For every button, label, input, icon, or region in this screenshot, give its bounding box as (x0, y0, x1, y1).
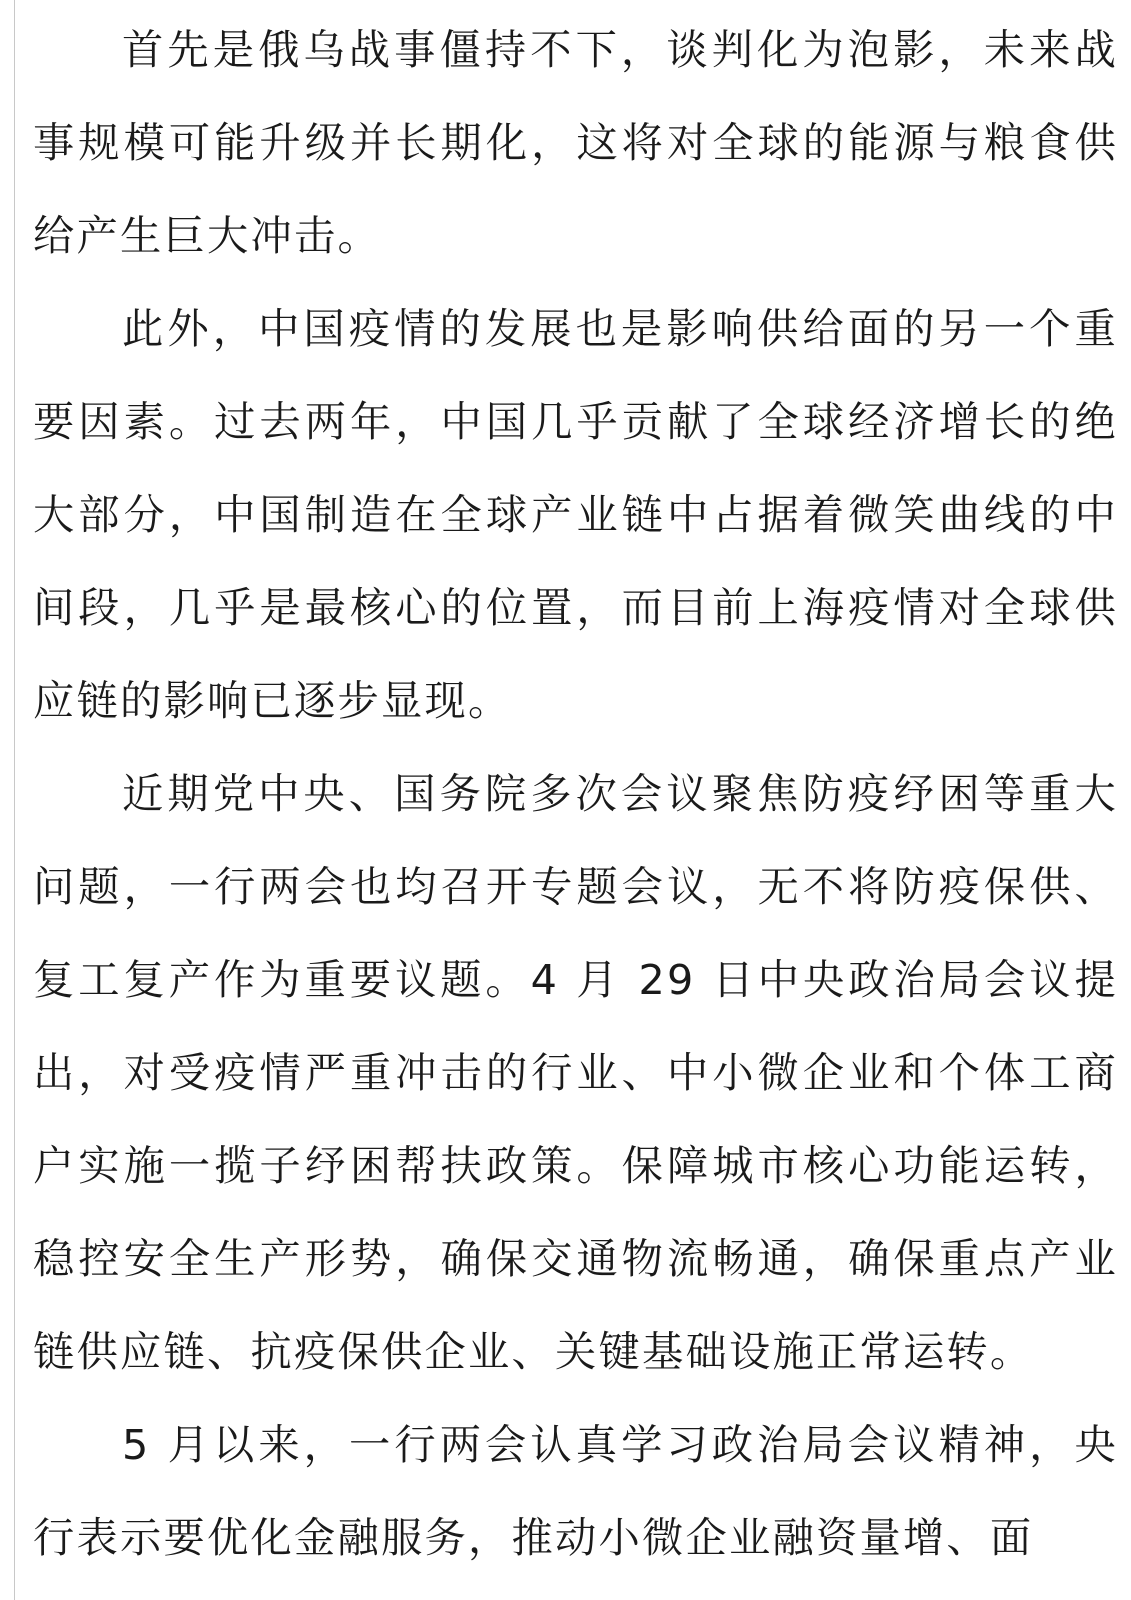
paragraph-may-measures: 5 月以来，一行两会认真学习政治局会议精神，央行表示要优化金融服务，推动小微企业融资量增、面 (33, 1421, 1118, 1562)
paragraph-china-epidemic: 此外，中国疫情的发展也是影响供给面的另一个重要因素。过去两年，中国几乎贡献了全球经济增长的绝大部分，中国制造在全球产业链中占据着微笑曲线的中间段，几乎是最核心的位置，而目前上海疫情对全球供应链的影响已逐步显现。 (33, 305, 1118, 725)
paragraph-central-meetings: 近期党中央、国务院多次会议聚焦防疫纾困等重大问题，一行两会也均召开专题会议，无不将防疫保供、复工复产作为重要议题。4 月 29 日中央政治局会议提出，对受疫情严重冲击的行业、中小微企业和个体工商户实施一揽子纾困帮扶政策。保障城市核心功能运转，稳控安全生产形势，确保交通物流畅通，确保重点产业链供应链、抗疫保供企业、关键基础设施正常运转。 (33, 770, 1118, 1376)
document-page (14, 0, 1131, 1600)
paragraph-ukraine-war: 首先是俄乌战事僵持不下，谈判化为泡影，未来战事规模可能升级并长期化，这将对全球的能源与粮食供给产生巨大冲击。 (33, 26, 1118, 260)
article-body (33, 4, 1118, 1585)
